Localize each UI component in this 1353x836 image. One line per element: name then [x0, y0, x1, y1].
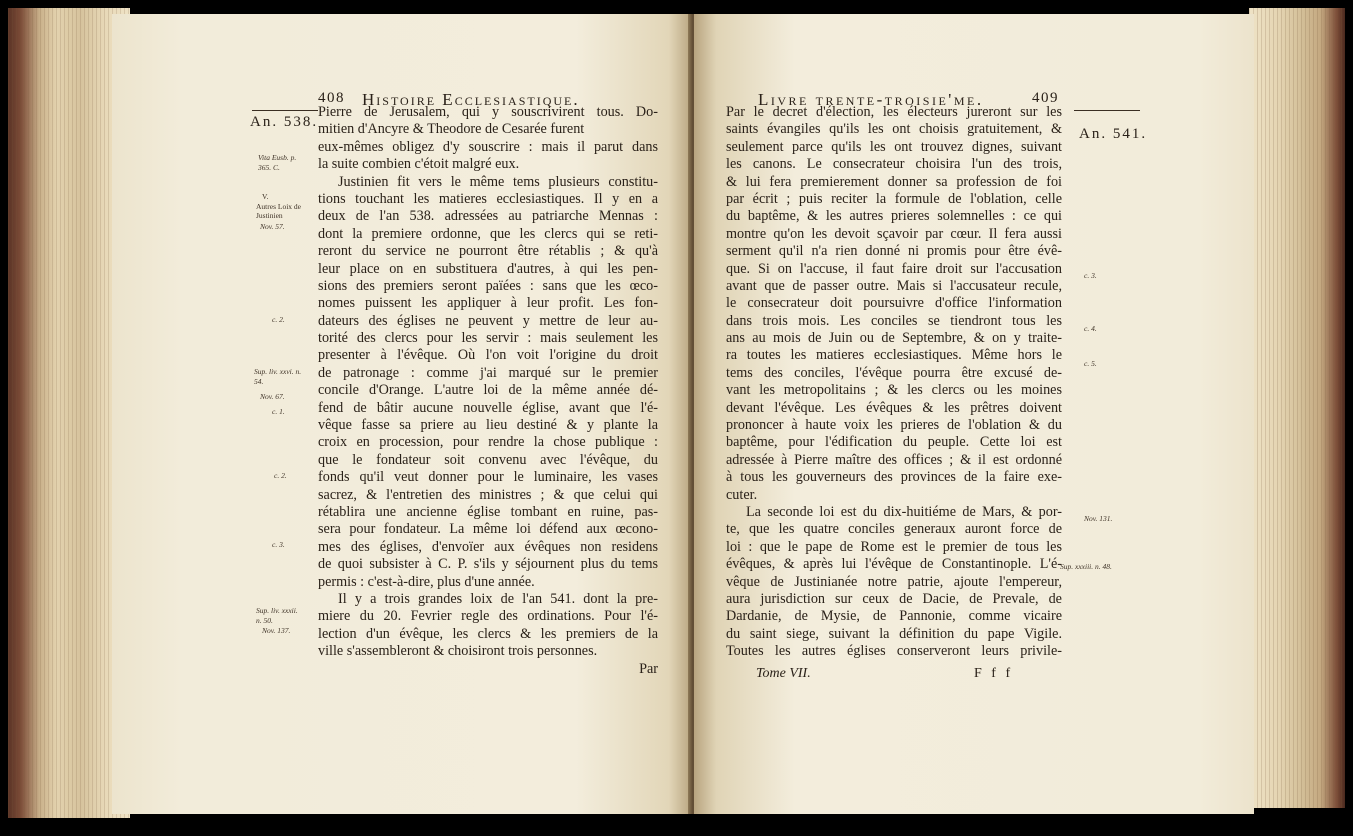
text-line: Par: [639, 660, 658, 677]
text-line: dont la premiere ordonne, que les clercs qui se reti-: [318, 225, 658, 242]
text-line: que le fondateur soit convenu avec l'évêque, du: [318, 451, 658, 468]
margin-note: Nov. 137.: [262, 626, 291, 635]
text-line: à tous les gouverneurs des provinces de la faire exe-: [726, 469, 1062, 486]
text-line: montre qu'on les devoit sçavoir par cœur. Il fera aussi: [726, 225, 1062, 242]
text-line: loi : que le pape de Rome est le premier de tous les: [726, 538, 1062, 555]
margin-note: c. 5.: [1084, 359, 1097, 368]
margin-note: Autres Loix de: [256, 202, 301, 211]
right-year-label: An. 541.: [1079, 126, 1148, 142]
left-page: [112, 14, 692, 814]
text-line: Il y a trois grandes loix de l'an 541. dont la pre-: [338, 590, 658, 607]
text-line: sera pour fondateur. La même loi défend aux œcono-: [318, 521, 658, 538]
text-line: de quoi subsister à C. P. s'ils y séjournent plus du tems: [318, 556, 658, 573]
text-line: devant l'évêque. Les évêques & les prêtres doivent: [726, 399, 1062, 416]
text-line: sions des premiers seront païées : sans que les œco-: [318, 277, 658, 294]
margin-note: Nov. 67.: [260, 392, 285, 401]
right-page-number: 409: [1032, 90, 1059, 106]
text-line: torité des clercs pour les servir : mais seulement les: [318, 330, 658, 347]
right-year-rule: [1074, 110, 1140, 111]
margin-note: Justinien: [256, 211, 283, 220]
text-line: la suite combien c'étoit malgré eux.: [318, 156, 520, 173]
text-line: vêque fasse sa priere au lieu destiné & y plante la: [318, 417, 658, 434]
text-line: le consecrateur doit poursuivre d'office l'information: [726, 295, 1062, 312]
margin-note: Sup. xxxiii. n. 48.: [1060, 562, 1112, 571]
margin-note: Nov. 131.: [1084, 514, 1113, 523]
text-line: serment qu'il n'a rien donné ni promis pour être évê-: [726, 243, 1062, 260]
text-line: de patronage : comme j'ai marqué sur le premier: [318, 364, 658, 381]
margin-note: n. 50.: [256, 616, 273, 625]
text-line: fonds qu'il veut donner pour le luminaire, les vases: [318, 469, 658, 486]
text-line: dateurs des églises ne peuvent y mettre de leur au-: [318, 312, 658, 329]
left-running-head: Histoire Ecclesiastique.: [362, 90, 580, 109]
text-line: seulement parce qu'ils les ont trouvez dignes, suivant: [726, 138, 1062, 155]
text-line: ra toutes les matieres ecclesiastiques. Même hors le: [726, 347, 1062, 364]
left-year-label: An. 538.: [250, 114, 319, 130]
text-line: Par le decret d'élection, les électeurs jureront sur les: [726, 104, 1062, 120]
text-line: dans trois mois. Les conciles se tiendront tous les: [726, 312, 1062, 329]
text-line: Justinien fit vers le même tems plusieurs constitu-: [338, 173, 658, 190]
text-line: & lui fera premierement donner sa profession de foi: [726, 173, 1062, 190]
margin-note: Sup. liv. xxxii.: [256, 606, 298, 615]
text-line: croix en procession, pour rendre la chose publique :: [318, 434, 658, 451]
text-line: permis : c'est-à-dire, plus d'une année.: [318, 573, 535, 590]
margin-note: 365. C.: [258, 163, 280, 172]
text-line: lection d'un évêque, les clercs & les premiers de la: [318, 625, 658, 642]
right-page: [694, 14, 1254, 814]
text-line: vant les metropolitains ; & les clercs ou les moines: [726, 382, 1062, 399]
text-line: miere du 20. Fevrier regle des ordinations. Pour l'é-: [318, 608, 658, 625]
text-line: te, que les quatre conciles generaux auront force de: [726, 521, 1062, 538]
text-line: adressée à Pierre maître des offices ; & il est ordonné: [726, 451, 1062, 468]
text-line: La seconde loi est du dix-huitiéme de Mars, & por-: [746, 503, 1062, 520]
text-line: Toutes les autres églises conserveront leurs privile-: [726, 643, 1062, 660]
margin-note: c. 1.: [272, 407, 285, 416]
text-line: avant que de passer outre. Mais si l'accusateur recule,: [726, 277, 1062, 294]
text-line: que. Si on l'accuse, il faut faire droit sur l'accusation: [726, 260, 1062, 277]
text-line: baptême, pour l'édification du peuple. Cette loi est: [726, 434, 1062, 451]
book-edge-right: [1249, 8, 1345, 808]
text-line: eux-mêmes obligez d'y souscrire : mais il parut dans: [318, 138, 658, 155]
text-line: presenter à l'évêque. Où l'on voit l'origine du droit: [318, 347, 658, 364]
margin-note: c. 3.: [1084, 271, 1097, 280]
text-line: rétablira une ancienne église tombant en ruine, pas-: [318, 503, 658, 520]
text-line: tems des conciles, l'évêque pourra être excusé de-: [726, 364, 1062, 381]
right-page-body: [726, 104, 1062, 661]
text-line: leur place on en substituera d'autres, à qui les pen-: [318, 260, 658, 277]
text-line: cuter.: [726, 486, 758, 503]
text-line: sacrez, & l'entretien des ministres ; & que celui qui: [318, 486, 658, 503]
margin-note: c. 3.: [272, 540, 285, 549]
text-line: prononcer à haute voix les prieres de l'oblation & du: [726, 417, 1062, 434]
text-line: fend de bâtir aucune nouvelle église, avant que l'é-: [318, 399, 658, 416]
text-line: deux de l'an 538. adressées au patriarche Mennas :: [318, 208, 658, 225]
margin-note: Nov. 57.: [260, 222, 285, 231]
left-page-body: [318, 104, 658, 678]
left-year-rule: [252, 110, 318, 111]
text-line: du saint siege, suivant la définition du pape Vigile.: [726, 625, 1062, 642]
text-line: reront du service ne pourront être rétablis ; & qu'à: [318, 243, 658, 260]
text-line: tions touchant les matieres ecclesiastiques. Il y en a: [318, 190, 658, 207]
margin-note: c. 4.: [1084, 324, 1097, 333]
text-line: évêques, & après lui l'évêque de Constantinople. L'é-: [726, 556, 1062, 573]
right-running-head: Livre trente-troisie'me.: [758, 90, 984, 109]
signature-mark: F f f: [974, 666, 1014, 681]
text-line: mes des églises, d'envoïer aux évêques non residens: [318, 538, 658, 555]
text-line: saints évangiles qu'ils les ont choisis gratuitement, &: [726, 121, 1062, 138]
text-line: nomes puissent les appliquer à leur profit. Les fon-: [318, 295, 658, 312]
margin-note: V.: [262, 192, 269, 201]
text-line: mitien d'Ancyre & Theodore de Cesarée furent: [318, 121, 585, 138]
text-line: ville s'assembleront & choisiront trois personnes.: [318, 643, 598, 660]
margin-note: Sup. liv. xxvi. n.: [254, 367, 302, 376]
left-page-number: 408: [318, 90, 345, 106]
margin-note: Vita Eusb. p.: [258, 153, 297, 162]
text-line: du baptême, & les autres prieres solemnelles : ce qui: [726, 208, 1062, 225]
margin-note: c. 2.: [272, 315, 285, 324]
text-line: concile d'Orange. L'autre loi de la même année dé-: [318, 382, 658, 399]
margin-note: 54.: [254, 377, 264, 386]
text-line: Pierre de Jerusalem, qui y souscrivirent tous. Do-: [318, 104, 658, 120]
text-line: par écrit ; puis reciter la formule de l'oblation, celle: [726, 190, 1062, 207]
signature-volume: Tome VII.: [756, 666, 811, 681]
text-line: ans au mois de Juin ou de Septembre, & on y traite-: [726, 330, 1062, 347]
text-line: vêque de Justinianée notre patrie, ajoute l'empereur,: [726, 573, 1062, 590]
text-line: Dardanie, de Mysie, de Pannonie, comme vicaire: [726, 608, 1062, 625]
text-line: aura jurisdiction sur ceux de Dacie, de Prevale, de: [726, 590, 1062, 607]
text-line: les canons. Le consecrateur choisira l'un des trois,: [726, 156, 1062, 173]
margin-note: c. 2.: [274, 471, 287, 480]
